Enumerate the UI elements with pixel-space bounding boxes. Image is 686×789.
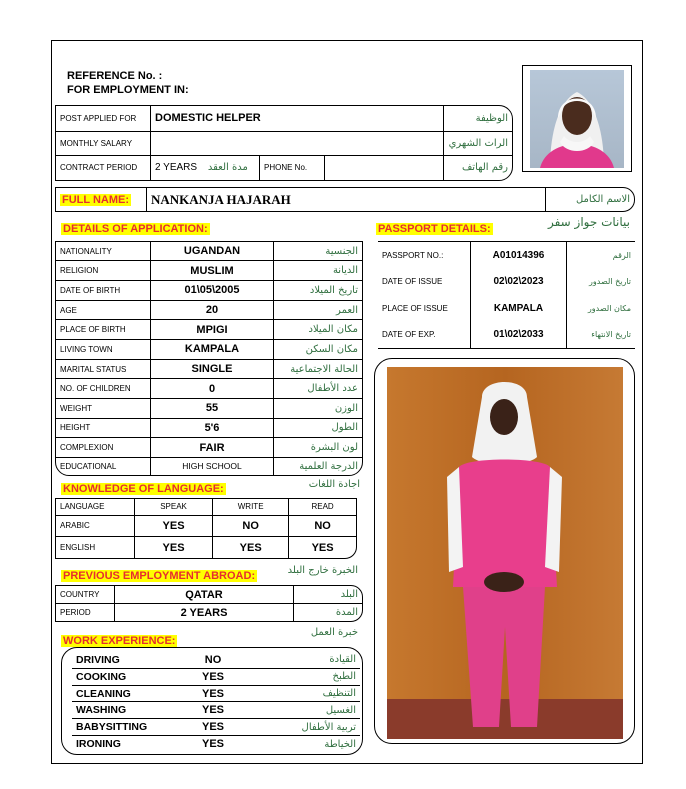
language-header-row bbox=[56, 499, 356, 515]
passport-value: KAMPALA bbox=[471, 295, 567, 322]
language-row bbox=[56, 515, 356, 537]
language-read: NO bbox=[314, 519, 331, 532]
work-row bbox=[72, 668, 360, 685]
full-name-box bbox=[55, 187, 635, 212]
language-box bbox=[55, 498, 357, 559]
work-value: YES bbox=[201, 670, 224, 683]
details-row bbox=[56, 242, 362, 261]
passport-ar: مكان الصدور bbox=[587, 303, 631, 313]
details-row bbox=[56, 300, 362, 320]
passport-ar: الرقم bbox=[612, 250, 631, 260]
details-ar: الجنسية bbox=[325, 245, 358, 257]
full-name-ar: الاسم الكامل bbox=[575, 194, 630, 205]
details-box bbox=[55, 241, 363, 476]
language-section-title: KNOWLEDGE OF LANGUAGE: bbox=[63, 483, 224, 495]
work-label: BABYSITTING bbox=[76, 721, 148, 734]
full-body-photo bbox=[374, 358, 635, 744]
language-row bbox=[56, 537, 356, 558]
details-value: UGANDAN bbox=[151, 242, 274, 261]
passport-row bbox=[378, 322, 635, 349]
language-header: LANGUAGE bbox=[56, 499, 135, 515]
work-ar: الخياطة bbox=[324, 738, 356, 750]
details-label: DATE OF BIRTH bbox=[56, 281, 151, 301]
details-value: 20 bbox=[151, 300, 274, 320]
passport-row bbox=[378, 295, 635, 322]
language-table bbox=[56, 499, 356, 558]
language-header: READ bbox=[311, 502, 334, 512]
post-label: POST APPLIED FOR bbox=[56, 106, 151, 131]
details-ar: الديانة bbox=[332, 265, 358, 277]
passport-box bbox=[378, 241, 635, 349]
phone-label: PHONE No. bbox=[260, 155, 325, 180]
details-ar: لون البشرة bbox=[310, 442, 358, 454]
passport-label: PASSPORT NO.: bbox=[378, 242, 471, 269]
work-row bbox=[72, 719, 360, 736]
details-label: RELIGION bbox=[56, 261, 151, 281]
previous-row bbox=[56, 604, 362, 622]
work-ar: القيادة bbox=[329, 654, 356, 666]
details-value: SINGLE bbox=[151, 359, 274, 379]
work-value: YES bbox=[201, 721, 224, 734]
details-row bbox=[56, 359, 362, 379]
work-value: YES bbox=[201, 704, 224, 717]
work-ar: الطبخ bbox=[332, 671, 356, 683]
language-section-ar: اجادة اللغات bbox=[308, 479, 360, 490]
previous-ar: البلد bbox=[340, 589, 358, 600]
details-row bbox=[56, 399, 362, 419]
passport-label: DATE OF ISSUE bbox=[378, 269, 471, 296]
salary-label: MONTHLY SALARY bbox=[56, 131, 151, 155]
previous-table bbox=[56, 586, 362, 621]
details-label: EDUCATIONAL bbox=[56, 457, 151, 475]
work-value: YES bbox=[201, 738, 224, 751]
work-row bbox=[72, 685, 360, 702]
previous-box bbox=[55, 585, 363, 622]
contract-label: CONTRACT PERIOD bbox=[56, 155, 151, 180]
post-value: DOMESTIC HELPER bbox=[151, 106, 444, 131]
work-section-ar: خبرة العمل bbox=[310, 627, 358, 638]
work-label: COOKING bbox=[76, 670, 127, 683]
language-write: YES bbox=[213, 537, 289, 558]
details-ar: الدرجة العلمية bbox=[299, 460, 358, 472]
passport-table bbox=[378, 242, 635, 348]
previous-section-title: PREVIOUS EMPLOYMENT ABROAD: bbox=[63, 570, 256, 582]
previous-section-ar: الخبرة خارج البلد bbox=[287, 565, 358, 576]
work-value: NO bbox=[204, 653, 222, 666]
details-row bbox=[56, 418, 362, 438]
passport-label: PLACE OF ISSUE bbox=[378, 295, 471, 322]
previous-value: QATAR bbox=[115, 586, 294, 604]
previous-value: 2 YEARS bbox=[115, 604, 294, 622]
details-row bbox=[56, 379, 362, 399]
phone-ar: رقم الهاتف bbox=[461, 162, 508, 174]
previous-ar: المدة bbox=[335, 607, 358, 618]
language-name: ARABIC bbox=[56, 515, 135, 537]
language-read: YES bbox=[311, 541, 334, 554]
work-label: IRONING bbox=[76, 738, 121, 751]
work-ar: تربية الأطفال bbox=[301, 721, 356, 733]
details-row bbox=[56, 438, 362, 458]
details-ar: تاريخ الميلاد bbox=[309, 284, 358, 296]
language-write: NO bbox=[213, 515, 289, 537]
language-speak: YES bbox=[135, 515, 213, 537]
details-label: AGE bbox=[56, 300, 151, 320]
work-label: WASHING bbox=[76, 704, 127, 717]
details-value: HIGH SCHOOL bbox=[151, 457, 274, 475]
contract-value: 2 YEARS bbox=[155, 162, 198, 174]
details-ar: الحالة الاجتماعية bbox=[290, 363, 358, 375]
details-value: FAIR bbox=[151, 438, 274, 458]
details-row bbox=[56, 340, 362, 360]
previous-label: PERIOD bbox=[56, 604, 115, 622]
reference-block bbox=[67, 69, 189, 97]
post-ar: الوظيفة bbox=[475, 112, 508, 124]
work-label: DRIVING bbox=[76, 653, 120, 666]
details-ar: الوزن bbox=[334, 402, 358, 414]
post-box bbox=[55, 105, 513, 181]
contract-ar: مدة العقد bbox=[207, 162, 248, 174]
details-row bbox=[56, 457, 362, 475]
passport-ar: تاريخ الانتهاء bbox=[591, 330, 631, 340]
work-row bbox=[72, 736, 360, 752]
details-value: 0 bbox=[151, 379, 274, 399]
details-section-title: DETAILS OF APPLICATION: bbox=[63, 223, 208, 235]
details-row bbox=[56, 320, 362, 340]
details-ar: العمر bbox=[336, 304, 358, 316]
passport-section-title: PASSPORT DETAILS: bbox=[378, 223, 491, 235]
details-ar: الطول bbox=[331, 422, 358, 434]
previous-row bbox=[56, 586, 362, 604]
language-speak: YES bbox=[135, 537, 213, 558]
details-label: PLACE OF BIRTH bbox=[56, 320, 151, 340]
work-row bbox=[72, 652, 360, 668]
details-ar: مكان السكن bbox=[305, 343, 358, 355]
details-label: HEIGHT bbox=[56, 418, 151, 438]
details-row bbox=[56, 281, 362, 301]
passport-ar: تاريخ الصدور bbox=[589, 277, 631, 287]
work-section-title: WORK EXPERIENCE: bbox=[63, 635, 176, 647]
reference-label: REFERENCE No. : bbox=[67, 70, 163, 82]
passport-value: 02\02\2023 bbox=[471, 269, 567, 296]
details-label: LIVING TOWN bbox=[56, 340, 151, 360]
details-value: 5'6 bbox=[151, 418, 274, 438]
details-value: KAMPALA bbox=[151, 340, 274, 360]
passport-row bbox=[378, 269, 635, 296]
details-label: NO. OF CHILDREN bbox=[56, 379, 151, 399]
work-value: YES bbox=[201, 687, 224, 700]
details-value: 01\05\2005 bbox=[151, 281, 274, 301]
passport-section-ar: بيانات جواز سفر bbox=[547, 215, 630, 229]
details-value: MPIGI bbox=[151, 320, 274, 340]
work-row bbox=[72, 702, 360, 719]
details-table bbox=[56, 242, 362, 475]
details-label: WEIGHT bbox=[56, 399, 151, 419]
work-ar: الغسيل bbox=[325, 704, 356, 716]
language-header: WRITE bbox=[213, 499, 289, 515]
previous-label: COUNTRY bbox=[56, 586, 115, 604]
phone-value bbox=[325, 155, 444, 180]
full-name-label: FULL NAME: bbox=[62, 193, 130, 206]
details-ar: عدد الأطفال bbox=[307, 383, 358, 395]
work-label: CLEANING bbox=[76, 687, 131, 700]
portrait-photo bbox=[522, 65, 632, 172]
work-ar: التنظيف bbox=[322, 688, 356, 700]
passport-label: DATE OF EXP. bbox=[378, 322, 471, 349]
full-name-value: NANKANJA HAJARAH bbox=[147, 188, 546, 211]
details-row bbox=[56, 261, 362, 281]
details-label: COMPLEXION bbox=[56, 438, 151, 458]
details-label: MARITAL STATUS bbox=[56, 359, 151, 379]
work-table bbox=[72, 652, 360, 752]
salary-value bbox=[151, 131, 444, 155]
passport-row bbox=[378, 242, 635, 269]
details-label: NATIONALITY bbox=[56, 242, 151, 261]
details-value: 55 bbox=[151, 399, 274, 419]
language-header: SPEAK bbox=[135, 499, 213, 515]
salary-ar: الرات الشهري bbox=[448, 137, 508, 149]
passport-value: 01\02\2033 bbox=[471, 322, 567, 349]
language-name: ENGLISH bbox=[56, 537, 135, 558]
work-box bbox=[61, 647, 363, 755]
passport-value: A01014396 bbox=[471, 242, 567, 269]
employment-label: FOR EMPLOYMENT IN: bbox=[67, 84, 189, 96]
details-value: MUSLIM bbox=[151, 261, 274, 281]
details-ar: مكان الميلاد bbox=[308, 324, 358, 336]
